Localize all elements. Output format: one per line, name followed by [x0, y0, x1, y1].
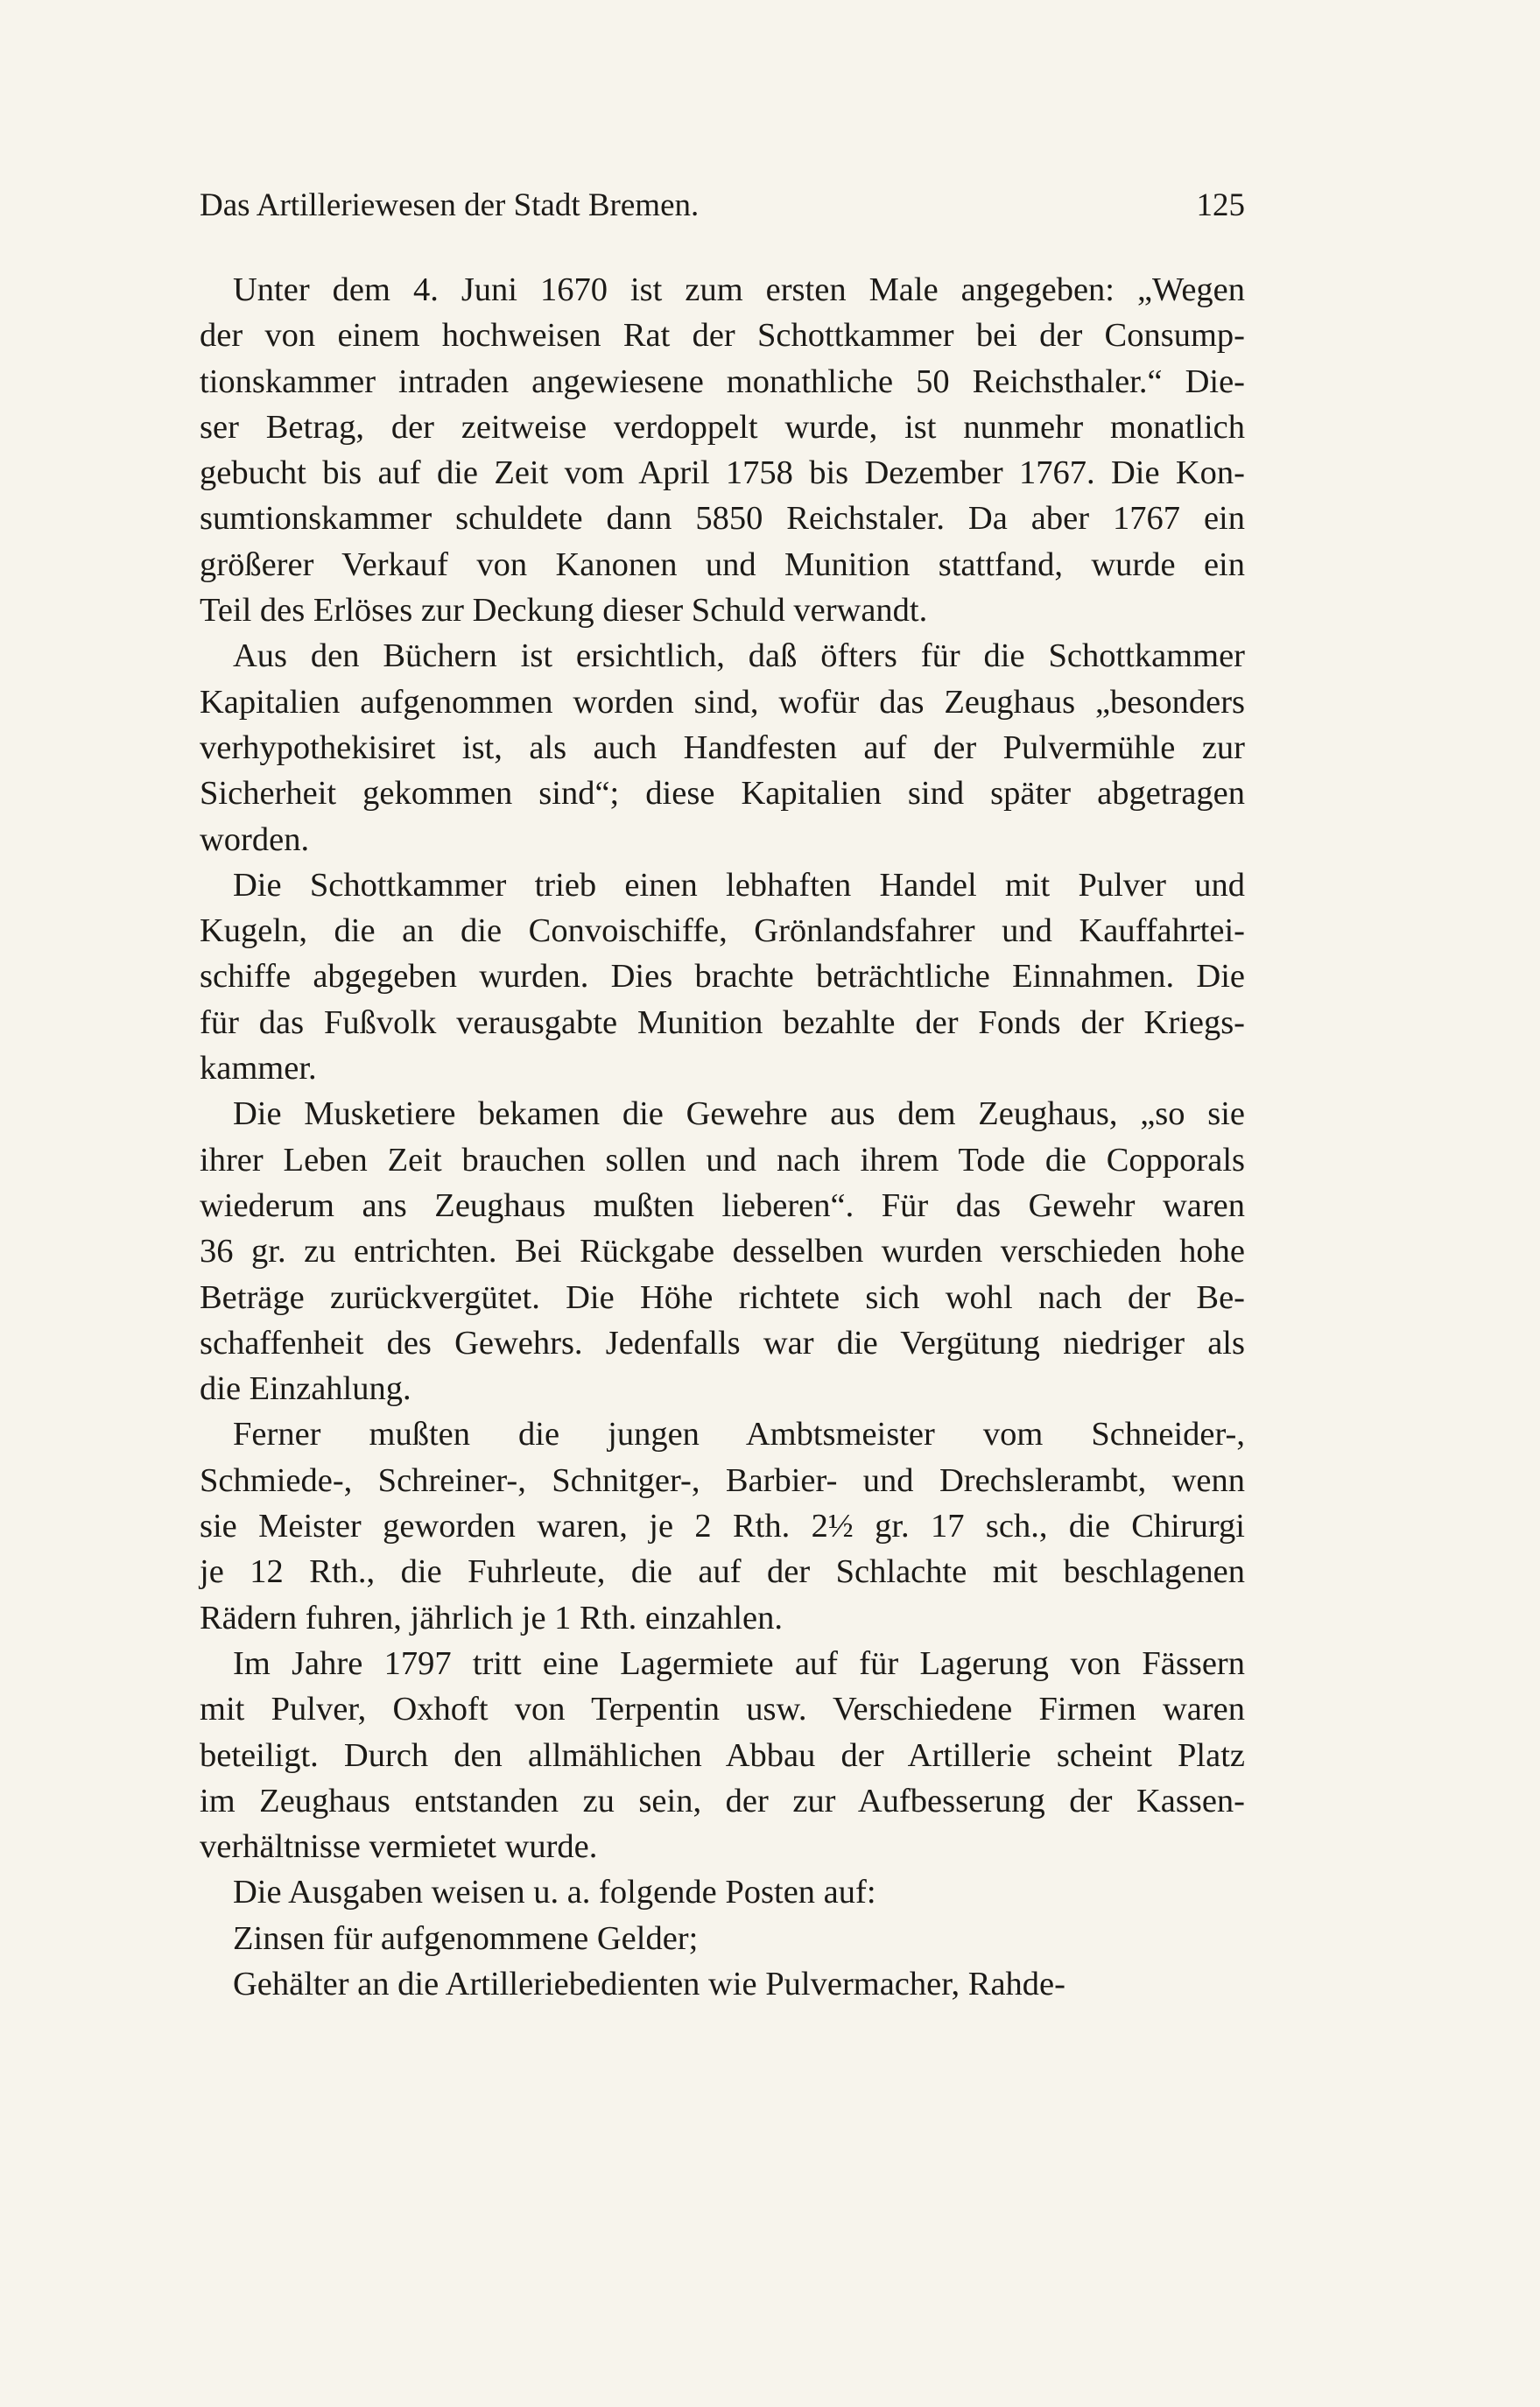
body-text	[200, 267, 1245, 2007]
text-line: je 12 Rth., die Fuhrleute, die auf der Schlachte mit beschlagenen	[200, 1553, 1245, 1591]
paragraph	[200, 1411, 1245, 1640]
text-line: verhypothekisiret ist, als auch Handfesten auf der Pulvermühle zur	[200, 728, 1245, 766]
text-line: Gehälter an die Artilleriebedienten wie Pulvermacher, Rahde-	[233, 1965, 1065, 2002]
text-line: Beträge zurückvergütet. Die Höhe richtete sich wohl nach der Be-	[200, 1278, 1245, 1316]
text-line: Im Jahre 1797 tritt eine Lagermiete auf für Lagerung von Fässern	[233, 1644, 1245, 1682]
text-line: Unter dem 4. Juni 1670 ist zum ersten Male angegeben: „Wegen	[233, 271, 1245, 308]
running-title: Das Artilleriewesen der Stadt Bremen.	[200, 187, 700, 223]
text-line: sie Meister geworden waren, je 2 Rth. 2½ gr. 17 sch., die Chirurgi	[200, 1508, 1245, 1545]
text-line: Die Schottkammer trieb einen lebhaften Handel mit Pulver und	[233, 866, 1245, 904]
paragraph	[200, 267, 1245, 633]
text-line: Zinsen für aufgenommene Gelder;	[233, 1919, 699, 1957]
text-line: verhältnisse vermietet wurde.	[200, 1828, 598, 1866]
text-line: Die Musketiere bekamen die Gewehre aus dem Zeughaus, „so sie	[233, 1095, 1245, 1133]
paragraph	[200, 862, 1245, 1091]
text-line: worden.	[200, 820, 310, 858]
text-line: der von einem hochweisen Rat der Schottkammer bei der Consump-	[200, 317, 1245, 355]
text-line: mit Pulver, Oxhoft von Terpentin usw. Verschiedene Firmen waren	[200, 1691, 1245, 1728]
text-line: beteiligt. Durch den allmählichen Abbau der Artillerie scheint Platz	[200, 1736, 1245, 1774]
text-line: Die Ausgaben weisen u. a. folgende Posten auf:	[233, 1874, 876, 1911]
text-line: 36 gr. zu entrichten. Bei Rückgabe desselben wurden verschieden hohe	[200, 1233, 1245, 1270]
paragraph	[200, 1961, 1245, 2007]
text-line: sumtionskammer schuldete dann 5850 Reichstaler. Da aber 1767 ein	[200, 500, 1245, 538]
text-line: Teil des Erlöses zur Deckung dieser Schuld verwandt.	[200, 592, 928, 630]
text-line: kammer.	[200, 1050, 317, 1087]
text-line: im Zeughaus entstanden zu sein, der zur Aufbesserung der Kassen-	[200, 1782, 1245, 1819]
paragraph	[200, 1641, 1245, 1869]
text-line: die Einzahlung.	[200, 1370, 411, 1408]
text-line: Aus den Büchern ist ersichtlich, daß öfters für die Schottkammer	[233, 637, 1245, 675]
text-line: Ferner mußten die jungen Ambtsmeister vom Schneider-,	[233, 1416, 1245, 1453]
page-number: 125	[1196, 187, 1245, 223]
text-line: Sicherheit gekommen sind“; diese Kapitalien sind später abgetragen	[200, 775, 1245, 813]
text-line: ihrer Leben Zeit brauchen sollen und nach ihrem Tode die Copporals	[200, 1141, 1245, 1179]
text-line: schiffe abgegeben wurden. Dies brachte beträchtliche Einnahmen. Die	[200, 958, 1245, 996]
text-line: Rädern fuhren, jährlich je 1 Rth. einzahlen.	[200, 1599, 784, 1636]
text-line: ser Betrag, der zeitweise verdoppelt wurde, ist nunmehr monatlich	[200, 408, 1245, 446]
running-header	[200, 186, 1245, 226]
text-line: tionskammer intraden angewiesene monathliche 50 Reichsthaler.“ Die-	[200, 362, 1245, 400]
text-line: Schmiede-, Schreiner-, Schnitger-, Barbier- und Drechslerambt, wenn	[200, 1461, 1245, 1499]
paragraph	[200, 1091, 1245, 1411]
text-line: gebucht bis auf die Zeit vom April 1758 bis Dezember 1767. Die Kon-	[200, 454, 1245, 492]
text-line: Kugeln, die an die Convoischiffe, Grönlandsfahrer und Kauffahrtei-	[200, 912, 1245, 950]
paragraph	[200, 633, 1245, 862]
paragraph	[200, 1869, 1245, 1915]
text-line: größerer Verkauf von Kanonen und Munition stattfand, wurde ein	[200, 545, 1245, 583]
text-line: schaffenheit des Gewehrs. Jedenfalls war die Vergütung niedriger als	[200, 1324, 1245, 1362]
text-line: wiederum ans Zeughaus mußten lieberen“. Für das Gewehr waren	[200, 1186, 1245, 1224]
paragraph	[200, 1916, 1245, 1961]
text-line: für das Fußvolk verausgabte Munition bezahlte der Fonds der Kriegs-	[200, 1003, 1245, 1041]
text-line: Kapitalien aufgenommen worden sind, wofür das Zeughaus „besonders	[200, 683, 1245, 721]
